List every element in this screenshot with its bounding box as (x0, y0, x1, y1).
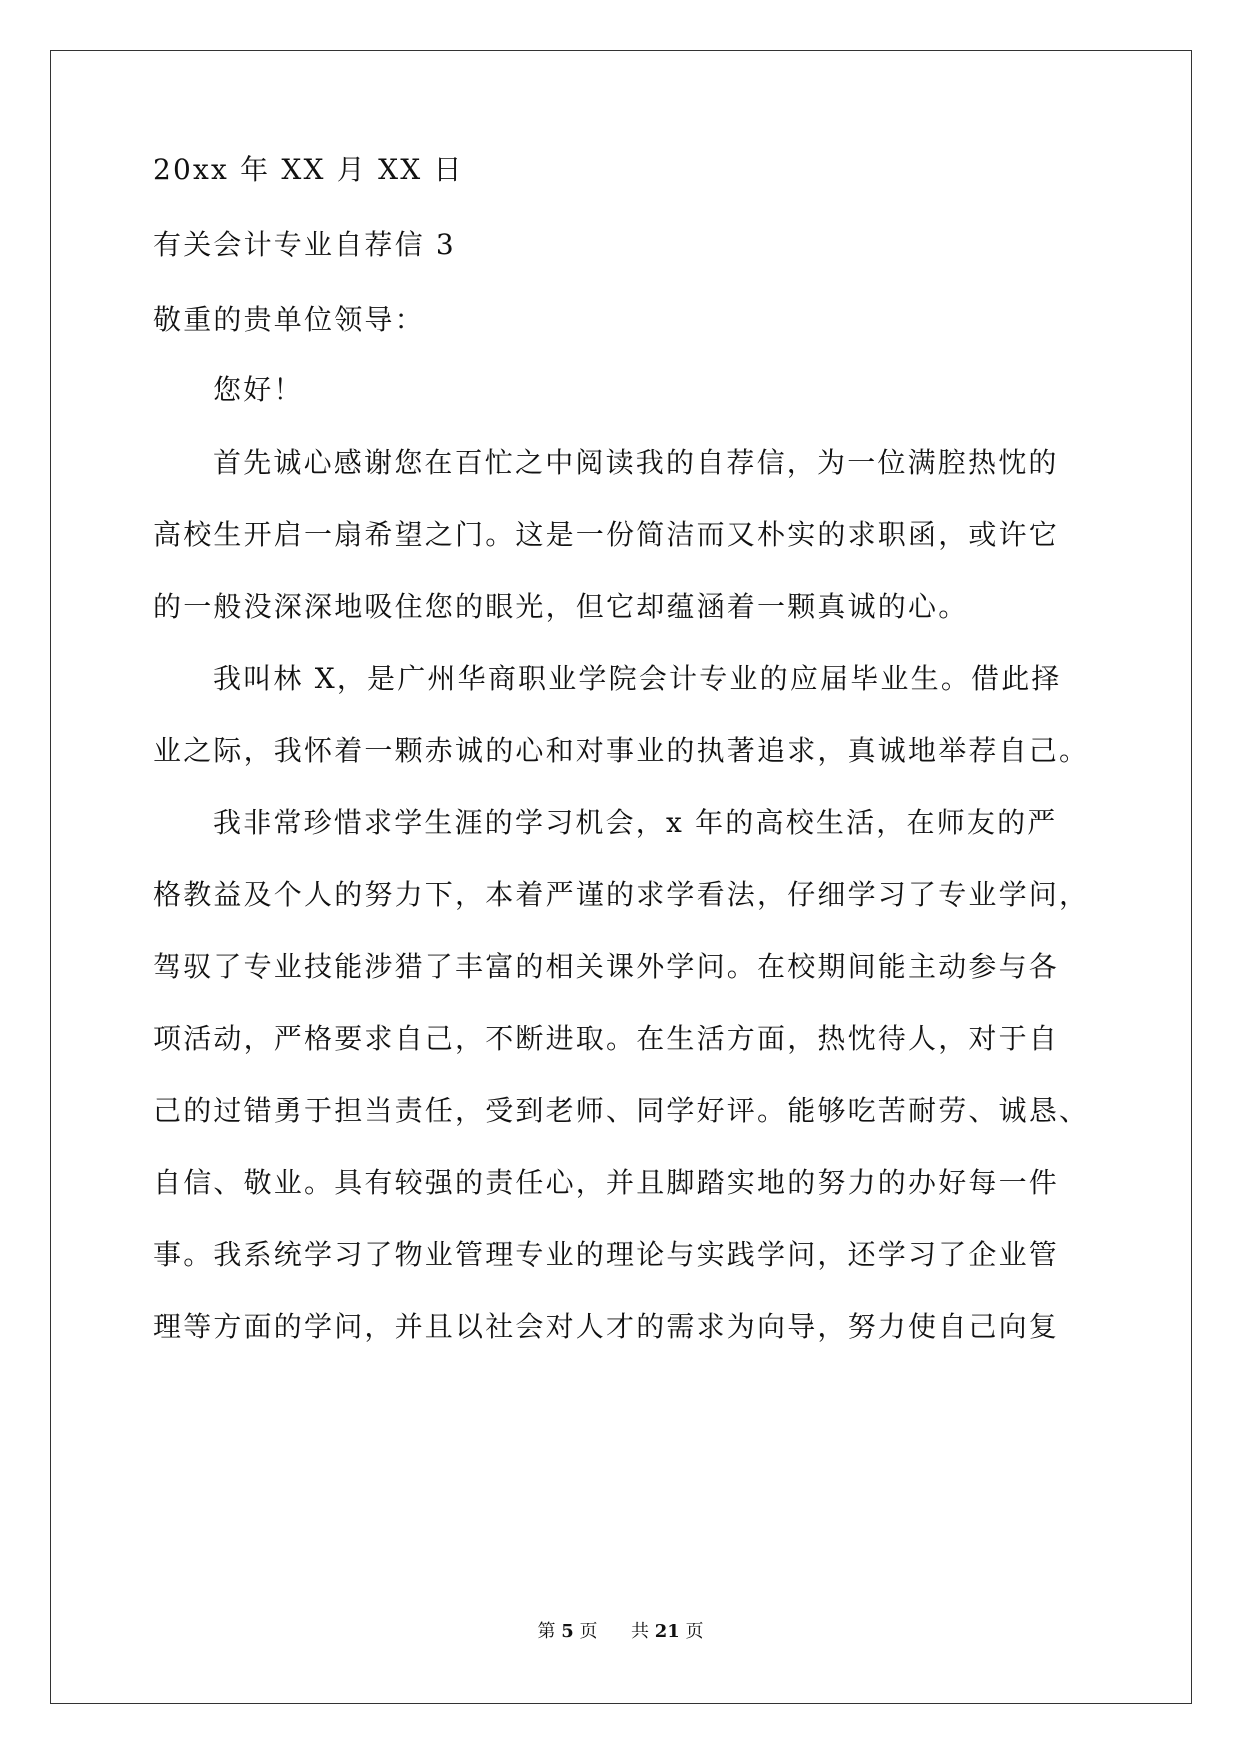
greeting: 您好！ (213, 373, 304, 406)
paragraph-line: 高校生开启一扇希望之门。这是一份简洁而又朴实的求职函，或许它 (153, 518, 1060, 551)
paragraph-line: 格教益及个人的努力下，本着严谨的求学看法，仔细学习了专业学问， (153, 878, 1090, 911)
paragraph-line: 业之际，我怀着一颗赤诚的心和对事业的执著追求，真诚地举荐自己。 (153, 734, 1090, 767)
page-suffix: 页 (579, 1621, 598, 1642)
paragraph-line: 的一般没深深地吸住您的眼光，但它却蕴涵着一颗真诚的心。 (153, 590, 969, 623)
paragraph-line: 己的过错勇于担当责任，受到老师、同学好评。能够吃苦耐劳、诚恳、 (153, 1094, 1090, 1127)
paragraph-line: 项活动，严格要求自己，不断进取。在生活方面，热忱待人，对于自 (153, 1022, 1060, 1055)
paragraph-line: 自信、敬业。具有较强的责任心，并且脚踏实地的努力的办好每一件 (153, 1166, 1060, 1199)
paragraph-line: 理等方面的学问，并且以社会对人才的需求为向导，努力使自己向复 (153, 1310, 1060, 1343)
page-footer (0, 1620, 1241, 1644)
paragraph-line: 首先诚心感谢您在百忙之中阅读我的自荐信，为一位满腔热忱的 (213, 446, 1059, 479)
paragraph-line: 驾驭了专业技能涉猎了丰富的相关课外学问。在校期间能主动参与各 (153, 950, 1060, 983)
total-prefix: 共 (630, 1621, 649, 1642)
paragraph-line: 我叫林 X，是广州华商职业学院会计专业的应届毕业生。借此择 (213, 662, 1062, 695)
letter-title: 有关会计专业自荐信 3 (153, 228, 456, 261)
page-prefix: 第 (537, 1621, 556, 1642)
salutation: 敬重的贵单位领导： (153, 303, 425, 336)
paragraph-line: 事。我系统学习了物业管理专业的理论与实践学问，还学习了企业管 (153, 1238, 1060, 1271)
date-line: 20xx 年 XX 月 XX 日 (153, 153, 464, 186)
total-suffix: 页 (685, 1621, 704, 1642)
paragraph-line: 我非常珍惜求学生涯的学习机会，x 年的高校生活，在师友的严 (213, 806, 1058, 839)
total-pages: 21 (654, 1621, 680, 1642)
page-number: 5 (561, 1621, 574, 1642)
